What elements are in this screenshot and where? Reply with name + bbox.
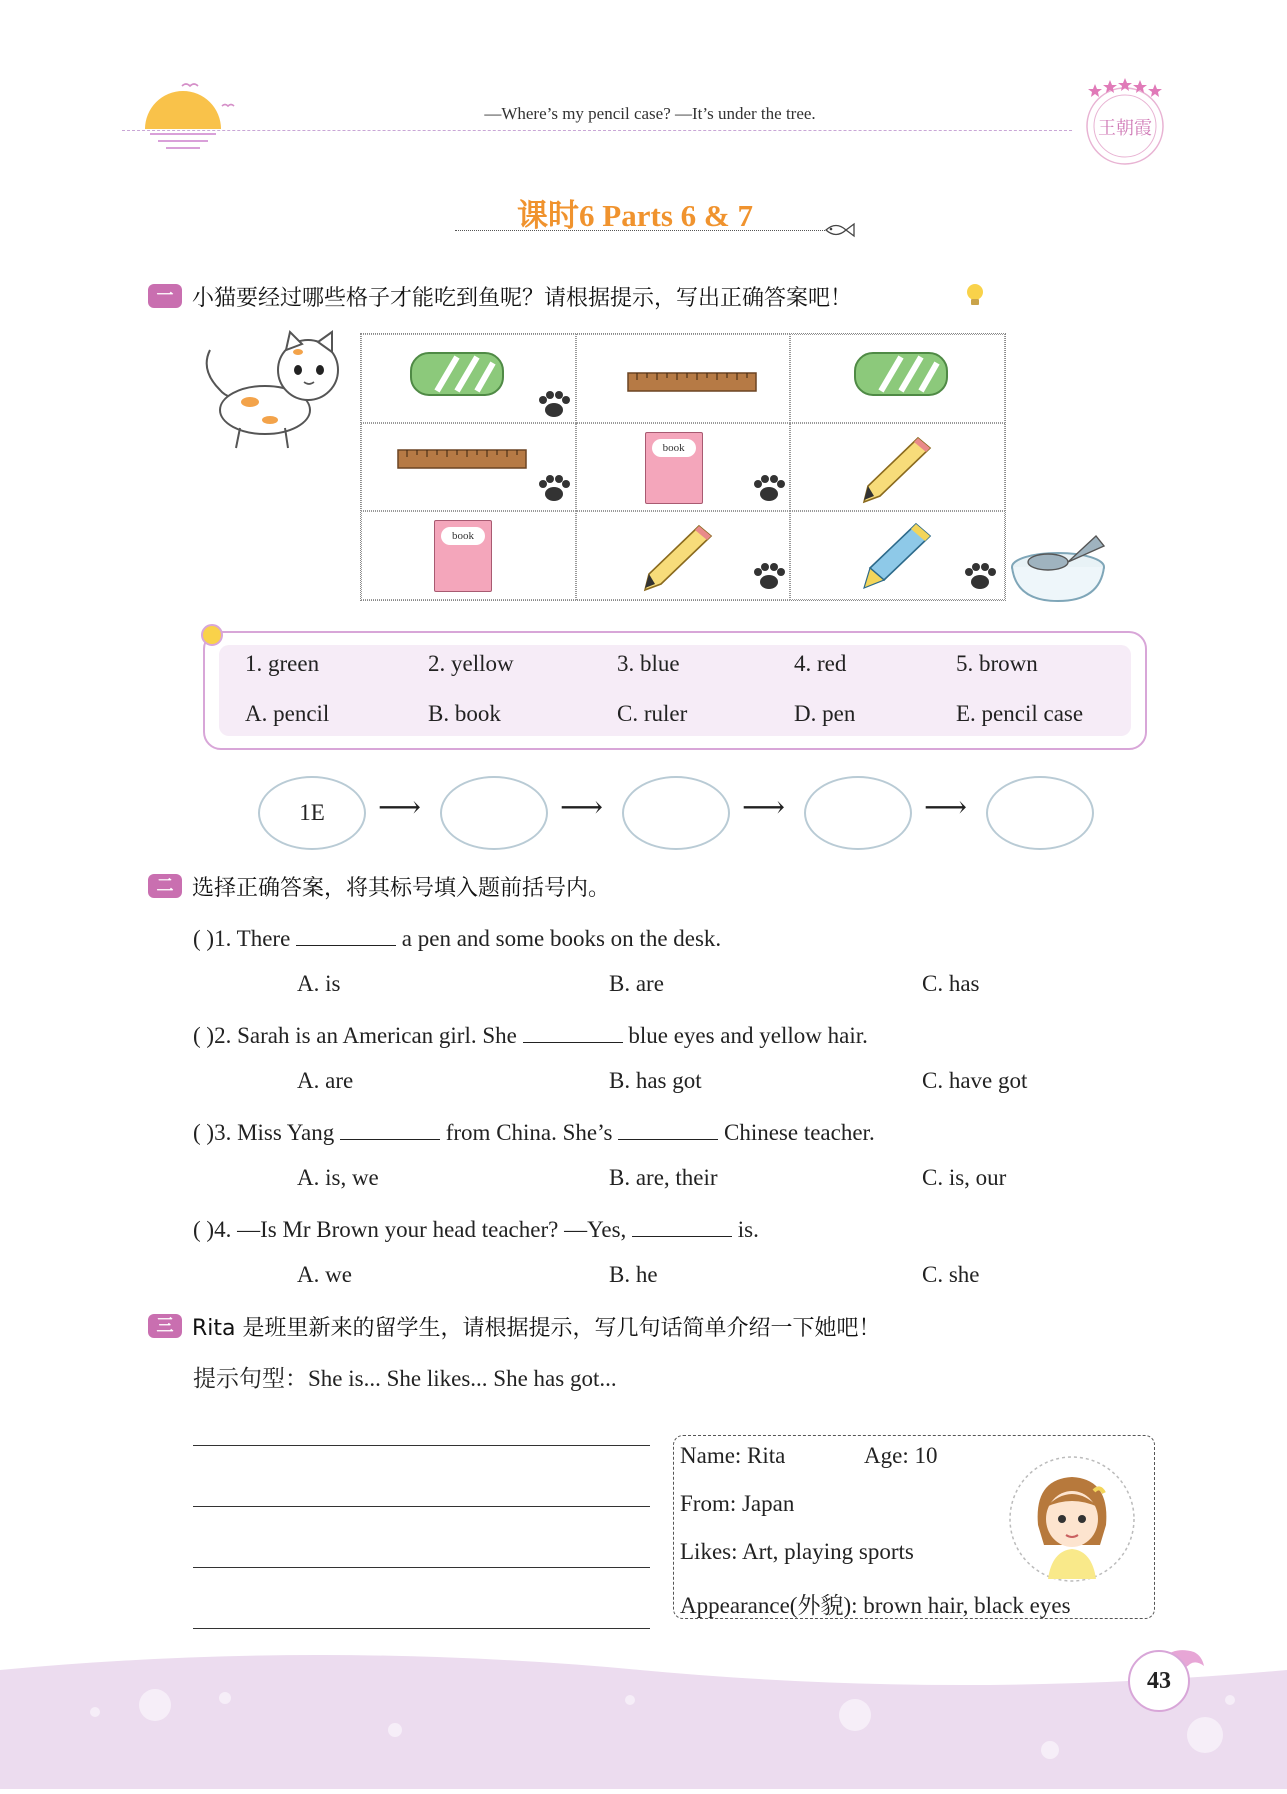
- blank[interactable]: [632, 1213, 732, 1237]
- sentence-hint: 提示句型：She is... She likes... She has got...: [193, 1366, 617, 1391]
- arrow-right-icon: ⟶: [742, 791, 786, 824]
- running-title: —Where’s my pencil case? —It’s under the tree.: [484, 104, 816, 123]
- option: A. we: [297, 1262, 352, 1287]
- paw-print-icon: [537, 474, 571, 504]
- page-number: 43: [1128, 1650, 1190, 1712]
- question-stem: is.: [732, 1217, 759, 1242]
- writing-line[interactable]: [193, 1445, 650, 1446]
- color-option: 5. brown: [956, 651, 1038, 676]
- path-grid: [360, 333, 1006, 601]
- question-2: [193, 1019, 868, 1049]
- ruler-icon: [397, 448, 527, 470]
- profile-name: Name: Rita: [680, 1443, 786, 1468]
- pencil-case-icon: [851, 347, 951, 402]
- option: C. she: [922, 1262, 980, 1287]
- question-stem: 3. Miss Yang: [214, 1120, 340, 1145]
- section2-badge: 二: [148, 874, 182, 898]
- fish-bowl-illustration: [1008, 522, 1128, 607]
- paw-print-icon: [537, 390, 571, 420]
- section2-title: 选择正确答案，将其标号填入题前括号内。: [192, 876, 611, 901]
- blank[interactable]: [523, 1019, 623, 1043]
- paw-print-icon: [752, 562, 786, 592]
- profile-likes: Likes: Art, playing sports: [680, 1539, 914, 1564]
- grid-cell[interactable]: [576, 334, 791, 423]
- grid-cell[interactable]: [790, 423, 1005, 512]
- option: A. is: [297, 971, 341, 996]
- grid-cell[interactable]: [361, 423, 576, 512]
- option: B. are: [609, 971, 664, 996]
- answer-oval[interactable]: 1E: [258, 776, 366, 850]
- arrow-right-icon: ⟶: [560, 791, 604, 824]
- avatar: [1008, 1455, 1136, 1583]
- ruler-icon: [627, 371, 757, 393]
- grid-cell[interactable]: [790, 511, 1005, 600]
- option: A. is, we: [297, 1165, 379, 1190]
- book-label: book: [652, 439, 696, 457]
- sun-illustration: [130, 72, 240, 152]
- question-stem: from China. She’s: [439, 1120, 619, 1145]
- color-option: 2. yellow: [428, 651, 514, 676]
- object-option: A. pencil: [245, 701, 330, 726]
- pen-icon: [856, 520, 936, 592]
- answer-oval[interactable]: [440, 776, 548, 850]
- answer-paren[interactable]: ( ): [193, 1217, 215, 1242]
- writing-line[interactable]: [193, 1628, 650, 1629]
- star-icon: [197, 620, 227, 650]
- color-option: 3. blue: [617, 651, 680, 676]
- footer-decoration: [0, 1640, 1287, 1789]
- question-1: [193, 922, 721, 952]
- answer-paren[interactable]: ( ): [193, 1023, 215, 1048]
- color-option: 4. red: [794, 651, 847, 676]
- publisher-logo: [1080, 76, 1170, 166]
- paw-print-icon: [752, 474, 786, 504]
- blank[interactable]: [296, 922, 396, 946]
- answer-oval[interactable]: [804, 776, 912, 850]
- option: C. has: [922, 971, 980, 996]
- answer-paren[interactable]: ( ): [193, 926, 215, 951]
- grid-cell[interactable]: [361, 334, 576, 423]
- answer-oval[interactable]: [622, 776, 730, 850]
- pencil-icon: [856, 432, 936, 504]
- fish-icon: [822, 220, 856, 240]
- pencil-icon: [637, 520, 717, 592]
- title-underline: [455, 230, 825, 231]
- book-icon: [645, 432, 703, 504]
- profile-from: From: Japan: [680, 1491, 795, 1516]
- section3-title: Rita 是班里新来的留学生，请根据提示，写几句话简单介绍一下她吧！: [192, 1316, 881, 1341]
- question-stem: 4. —Is Mr Brown your head teacher? —Yes,: [214, 1217, 633, 1242]
- word-bank: [203, 631, 1147, 750]
- question-stem: Chinese teacher.: [718, 1120, 875, 1145]
- question-stem: 1. There: [214, 926, 297, 951]
- question-stem: a pen and some books on the desk.: [396, 926, 722, 951]
- blank[interactable]: [340, 1116, 440, 1140]
- option: C. have got: [922, 1068, 1028, 1093]
- section1-badge: 一: [148, 284, 182, 308]
- section1-title: 小猫要经过哪些格子才能吃到鱼呢？请根据提示，写出正确答案吧！: [192, 286, 853, 311]
- object-option: E. pencil case: [956, 701, 1084, 726]
- color-option: 1. green: [245, 651, 320, 676]
- profile-age: Age: 10: [864, 1443, 938, 1468]
- lesson-title: 课时6 Parts 6 & 7: [517, 198, 753, 233]
- answer-oval[interactable]: [986, 776, 1094, 850]
- question-stem: 2. Sarah is an American girl. She: [214, 1023, 523, 1048]
- question-stem: blue eyes and yellow hair.: [622, 1023, 868, 1048]
- option: B. are, their: [609, 1165, 718, 1190]
- cat-illustration: [190, 330, 360, 455]
- grid-cell[interactable]: [361, 511, 576, 600]
- object-option: B. book: [428, 701, 501, 726]
- arrow-right-icon: ⟶: [924, 791, 968, 824]
- section3-badge: 三: [148, 1314, 182, 1338]
- book-icon: [434, 520, 492, 592]
- header-divider: [122, 130, 1072, 131]
- arrow-right-icon: ⟶: [378, 791, 422, 824]
- option: A. are: [297, 1068, 354, 1093]
- grid-cell[interactable]: [576, 511, 791, 600]
- writing-line[interactable]: [193, 1506, 650, 1507]
- profile-appearance: Appearance(外貌): brown hair, black eyes: [680, 1593, 1071, 1618]
- grid-cell[interactable]: [576, 423, 791, 512]
- question-3: [193, 1116, 875, 1146]
- pencil-case-icon: [407, 347, 507, 402]
- book-label: book: [441, 527, 485, 545]
- option: C. is, our: [922, 1165, 1007, 1190]
- grid-cell[interactable]: [790, 334, 1005, 423]
- logo-text: 王朝霞: [1098, 118, 1152, 139]
- writing-line[interactable]: [193, 1567, 650, 1568]
- object-option: C. ruler: [617, 701, 688, 726]
- object-option: D. pen: [794, 701, 856, 726]
- lightbulb-icon: [964, 282, 986, 308]
- option: B. has got: [609, 1068, 702, 1093]
- answer-paren[interactable]: ( ): [193, 1120, 215, 1145]
- question-4: [193, 1213, 759, 1243]
- option: B. he: [609, 1262, 658, 1287]
- blank[interactable]: [618, 1116, 718, 1140]
- paw-print-icon: [963, 562, 997, 592]
